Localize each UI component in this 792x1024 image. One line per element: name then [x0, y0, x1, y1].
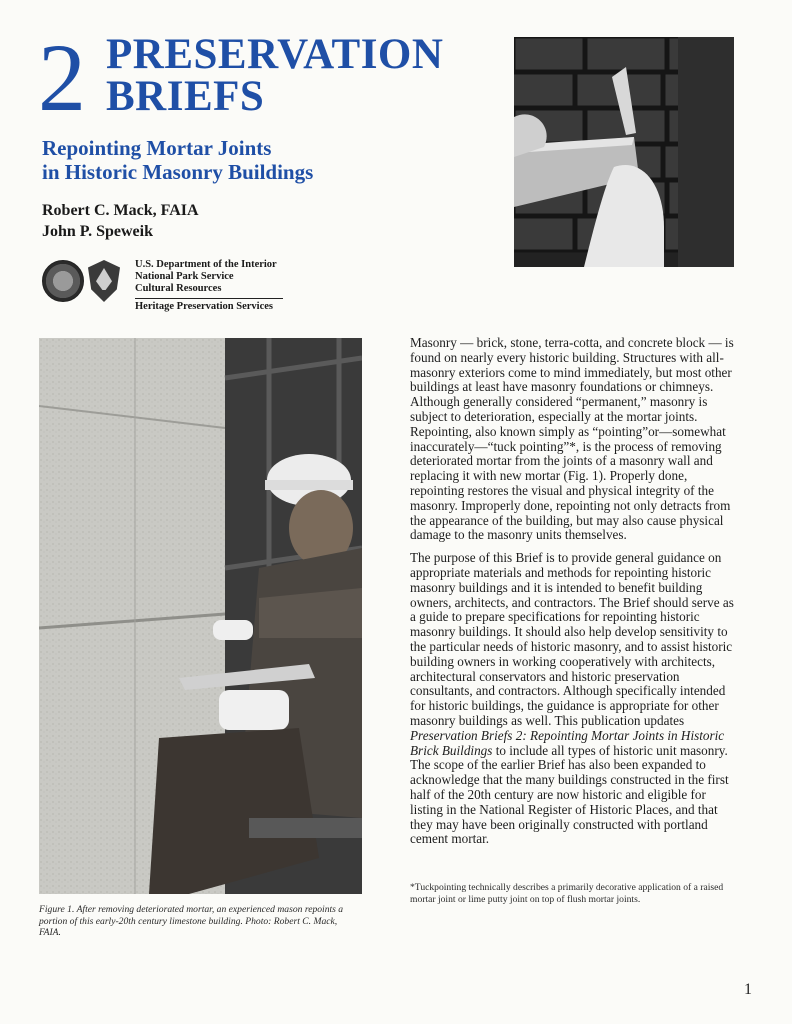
body-text: [410, 336, 740, 855]
author-2: John P. Speweik: [42, 223, 153, 240]
agency-line-1: U.S. Department of the Interior: [135, 259, 277, 270]
footnote: *Tuckpointing technically describes a primarily decorative application of a raised mortar joint or lime putty joint on top of flush mortar joints.: [410, 882, 724, 905]
body-paragraph-2-end: to include all types of historic unit masonry. The scope of the earlier Brief has also been expanded to acknowledge that the many buildings constructed in the first half of the 20th century are now historic and eligible for listing in the National Register of Historic Places, and that they may have been originally constructed with portland cement mortar.: [410, 742, 729, 847]
series-title-line-1: PRESERVATION: [106, 31, 444, 78]
brief-title-line-1: Repointing Mortar Joints: [42, 136, 272, 160]
figure-caption: Figure 1. After removing deteriorated mortar, an experienced mason repoints a portion of this early-20th century limestone building. Photo: Robert C. Mack, FAIA.: [39, 904, 344, 939]
series-number: 2: [38, 24, 86, 131]
agency-line-4: Heritage Preservation Services: [135, 301, 274, 312]
trowel-brick-photo: [514, 37, 734, 267]
brief-title-line-2: in Historic Masonry Buildings: [42, 160, 314, 184]
agency-block: [135, 259, 285, 313]
body-paragraph-2-start: The purpose of this Brief is to provide general guidance on appropriate materials and methods for repointing historic masonry buildings and it is intended to benefit building owners, architects, and contractors. The Brief should serve as a guide to prepare specifications for repointing historic masonry buildings. It should also help develop sensitivity to the particular needs of historic masonry, and to assist historic building owners in working cooperatively with architects, architectural conservators and historic preservation consultants, and contractors. Although specifically intended for historic buildings, the guidance is appropriate for other masonry buildings as well. This publication updates: [410, 550, 734, 728]
authors: [42, 200, 199, 242]
nps-arrowhead-icon: [88, 260, 120, 302]
author-1: Robert C. Mack, FAIA: [42, 202, 199, 219]
agency-line-3: Cultural Resources: [135, 283, 222, 294]
agency-divider: [135, 298, 283, 299]
body-paragraph-2: [410, 551, 740, 847]
series-title: [106, 31, 444, 120]
agency-line-2: National Park Service: [135, 271, 234, 282]
body-paragraph-1: Masonry — brick, stone, terra-cotta, and concrete block — is found on nearly every historic building. Structures with all-masonry exteriors come to mind immediately, but most other buildings at least have masonry foundations or chimneys. Although generally considered “permanent,” masonry is subject to deterioration, especially at the mortar joints. Repointing, also known simply as “pointing”or—somewhat inaccurately—“tuck pointing”*, is the process of removing deteriorated mortar from the joints of a masonry wall and replacing it with new mortar (Fig. 1). Properly done, repointing restores the visual and physical integrity of the masonry. Improperly done, repointing not only detracts from the appearance of the building, but may also cause physical damage to the masonry units themselves.: [410, 335, 734, 543]
brief-title: [42, 136, 313, 184]
series-title-line-2: BRIEFS: [106, 73, 265, 120]
body-paragraph-2-citation: Preservation Briefs 2: Repointing Mortar Joints in Historic Brick Buildings: [410, 727, 725, 758]
interior-department-seal-icon: [42, 260, 84, 302]
agency-logos: [42, 260, 126, 304]
page-number: 1: [744, 981, 752, 998]
mason-repointing-photo: [39, 338, 362, 894]
